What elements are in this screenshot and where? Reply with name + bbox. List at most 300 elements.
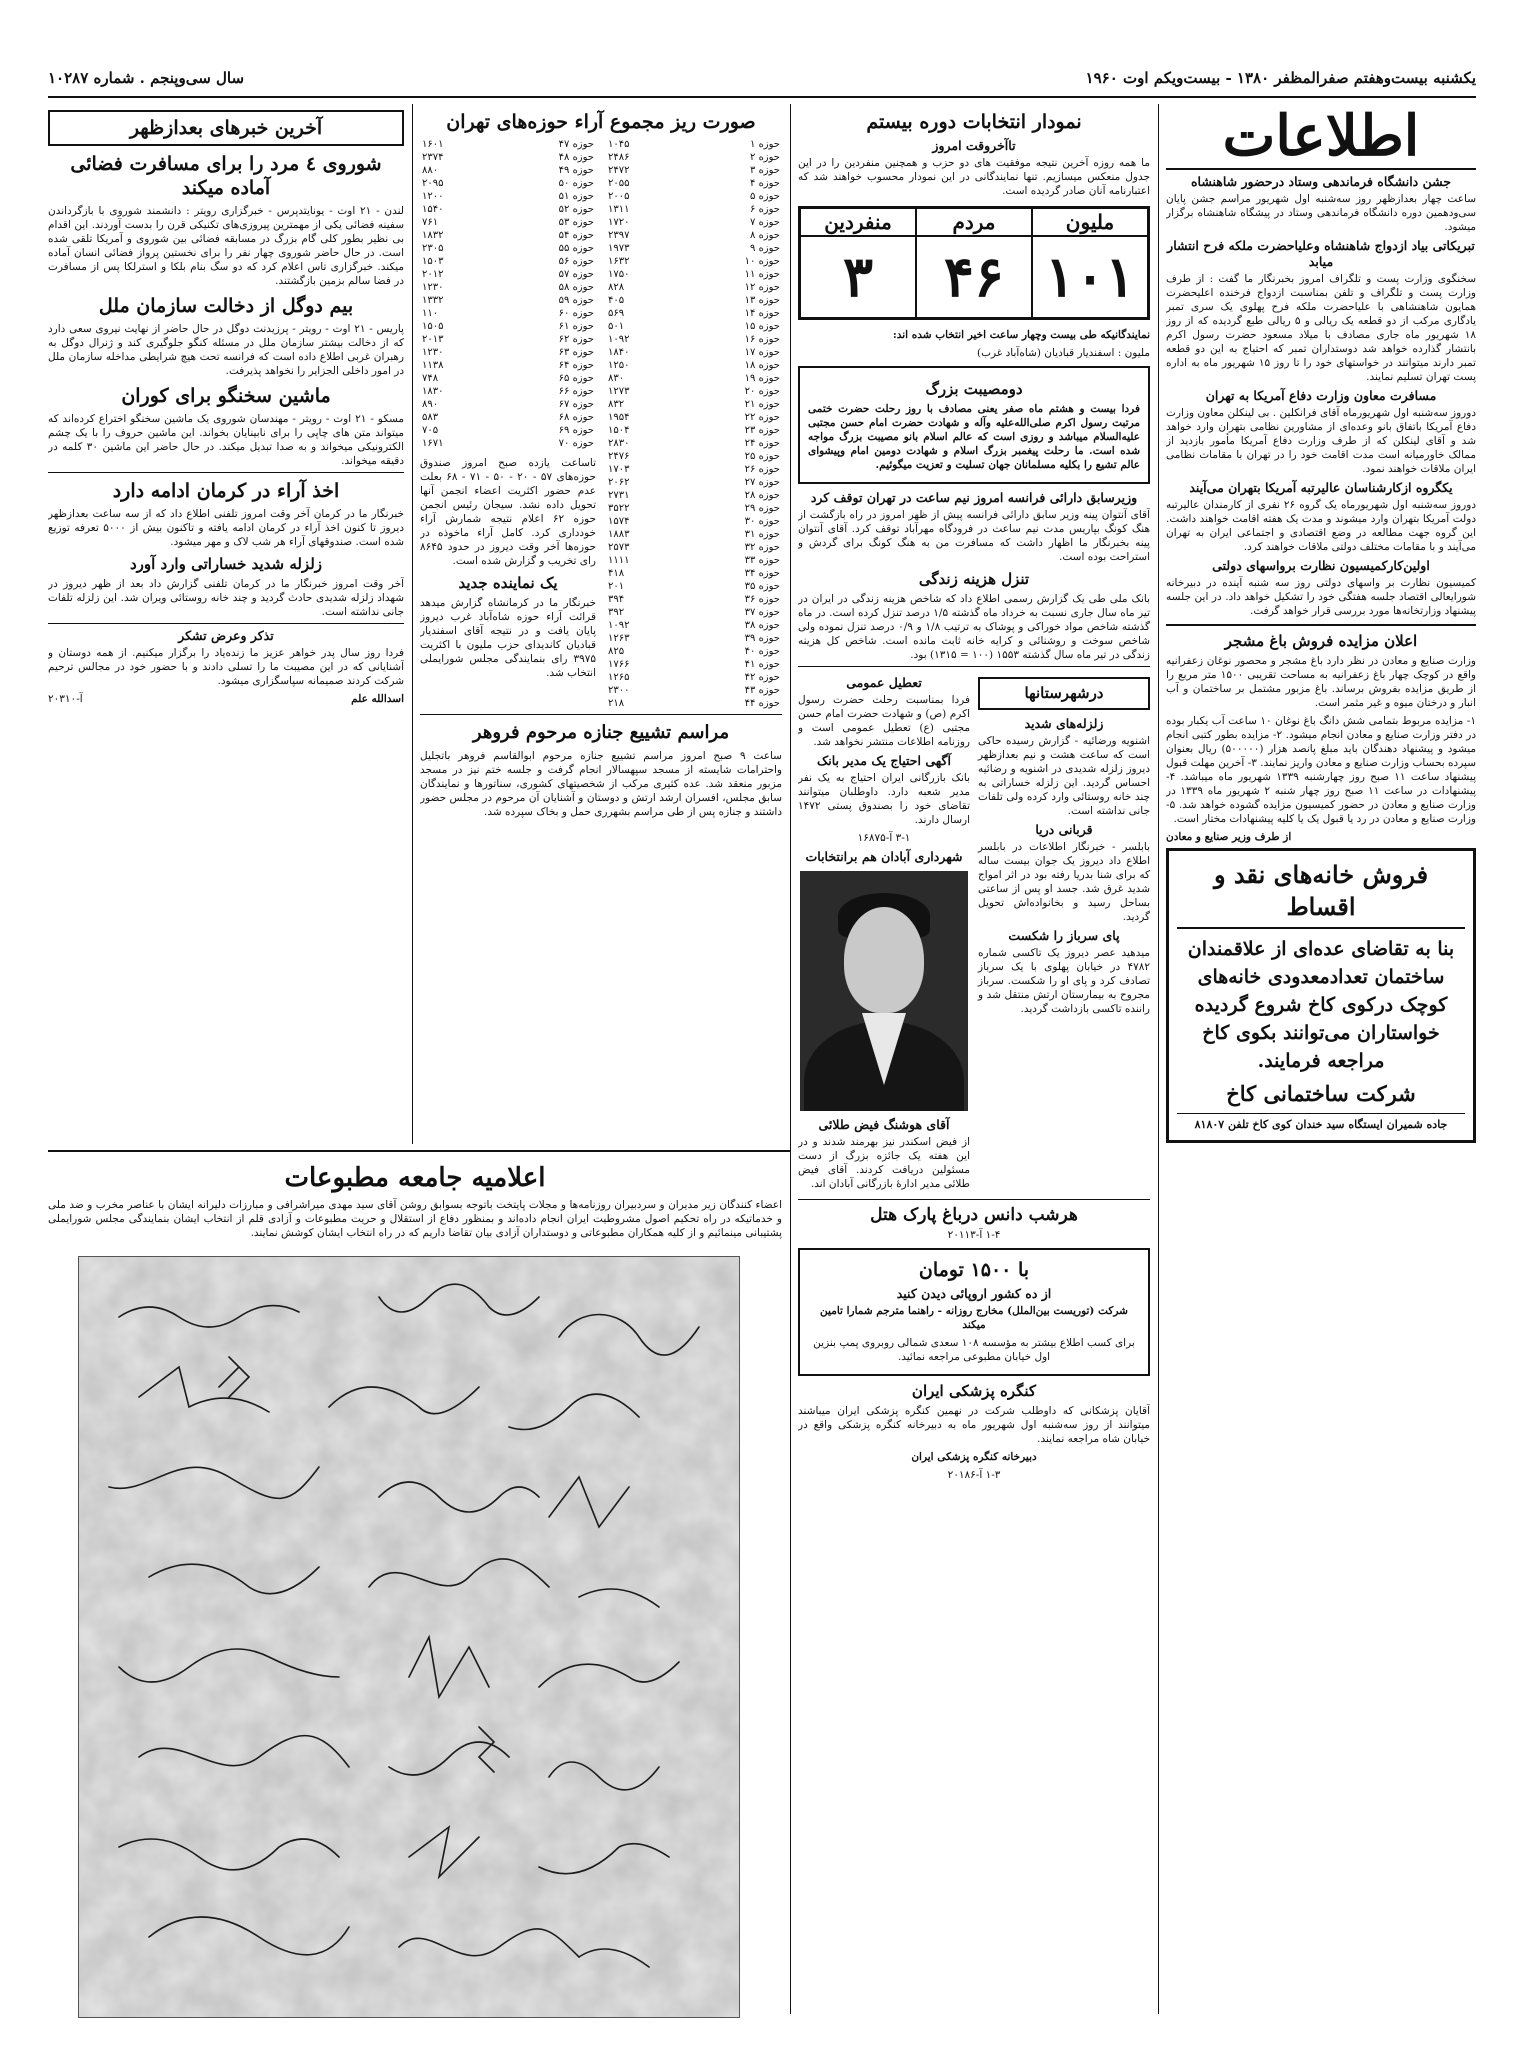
vote-count: ۷۴۸ [422, 373, 439, 384]
vote-row [606, 463, 782, 476]
vote-district: حوزه ۱۵ [744, 321, 780, 332]
vote-count: ۲۰۵۵ [608, 178, 630, 189]
elamie-section [48, 1156, 782, 1246]
vote-district: حوزه ۵۹ [558, 295, 594, 306]
vote-row [606, 632, 782, 645]
article-jashn: ساعت چهار بعدازظهر روز سه‌شنبه اول شهریور مراسم جشن پایان سی‌ودهمین دوره دانشگاه فرماندهی وستاد در پیشگاه شاهنشاه برگزار میشود. [1166, 193, 1476, 233]
vote-row [606, 242, 782, 255]
vote-district: حوزه ۳۵ [744, 581, 780, 592]
headline-tabrik: تبریکاتی بیاد ازدواج شاهنشاه وعلیاحضرت ملکه فرح انتشار میابد [1167, 238, 1475, 269]
header-issue: سال سی‌وپنجم . شماره ۱۰۲۸۷ [48, 69, 245, 87]
vote-row [606, 541, 782, 554]
vote-district: حوزه ۴ [750, 178, 780, 189]
vote-count: ۱۰۹۲ [608, 620, 630, 631]
vote-count: ۱۷۰۳ [608, 464, 630, 475]
headline-mozayede: اعلان مزایده فروش باغ مشجر [1224, 632, 1418, 650]
vote-count: ۵۰۱ [608, 321, 625, 332]
vote-count: ۲۰۰۵ [608, 191, 630, 202]
vote-district: حوزه ۱۱ [744, 269, 780, 280]
vote-count: ۵۸۳ [422, 412, 439, 423]
vote-count: ۱۳۳۲ [422, 295, 444, 306]
latest-news-title: آخرین خبرهای بعدازظهر [129, 117, 323, 139]
article-mosibat: فردا بیست و هشتم ماه صفر یعنی مصادف با روز رحلت حضرت ختمی مرتبت رسول اکرم صلی‌الله‌علیه وآله و شهادت حضرت امام حسن مجتبی علیه‌السلام میباشد و روزی است که عالم اسلام بانو مصیبت بزرگ مواجه شده است. ما رحلت پیغمبر بزرگ اسلام و شهادت دومین امام وپیشوای عالم تشیع را بکلیه مسلمانان جهان تسلیت و تعزیت میگوئیم. [808, 403, 1140, 471]
vote-district: حوزه ۳۱ [744, 529, 780, 540]
headline-ghorbani: قربانی دریا [1035, 822, 1093, 837]
headline-tanazzol: تنزل هزینه زندگی [918, 570, 1030, 588]
mozayede-signature: از طرف وزیر صنایع و معادن [1166, 831, 1292, 843]
headline-kommission: اولین‌کارکمیسیون نظارت برواسهای دولتی [1212, 558, 1430, 573]
shahrestanha-title: درشهرستانها [1024, 684, 1104, 702]
tour-company: شرکت (توریست بین‌الملل) مخارج روزانه - راهنما مترجم شمارا تامین میکند [820, 1305, 1128, 1331]
article-tatil: فردا بمناسبت رحلت حضرت رسول اکرم (ص) و شهادت حضرت امام حسن مجتبی (ع) تعطیل عمومی است و روزنامه اطلاعات منتشر نخواهد شد. [798, 694, 970, 748]
result-value: ۱۰۱ [1044, 244, 1136, 310]
vote-district: حوزه ۷ [750, 217, 780, 228]
headline-nemayande: یک نماینده جدید [458, 574, 558, 592]
result-label: ملیون [1033, 209, 1147, 237]
vote-row [606, 307, 782, 320]
column-right [1166, 104, 1476, 2014]
vote-count: ۱۷۶۶ [608, 659, 630, 670]
article-mozayede: وزارت صنایع و معادن در نظر دارد باغ مشجر و محصور نوغان زعفرانیه واقع در کوچک چهار باغ زعفرانیه به مساحت تقریبی ۱۵۰۰ متر مربع را از طریق مزایده بفروش برساند. باغ مزبور مشتمل بر ساختمان و آب انبار و درختان میوه و غیر مثمر است. [1166, 655, 1476, 709]
vote-count: ۲۳۹۷ [608, 230, 630, 241]
vote-count: ۱۱۳۸ [422, 360, 444, 371]
vote-row [606, 333, 782, 346]
article-akhz: خبرنگار ما در کرمان آخر وقت امروز تلفنی اطلاع داد که از سه ساعت بعدازظهر دیروز تا کنون اخذ آراء در کرمان ادامه یافته و تاکنون بیش از ۵۰۰۰ تعرفه توزیع شده است. صندوقهای آراء هر شب لاک و مهر میشود. [48, 508, 404, 548]
vote-district: حوزه ۱۴ [744, 308, 780, 319]
vote-row [606, 346, 782, 359]
vote-district: حوزه ۴۷ [558, 139, 594, 150]
vote-row [420, 216, 596, 229]
headline-karshenasan: یکگروه ازکارشناسان عالیرتبه آمریکا بتهران می‌آیند [1189, 480, 1453, 495]
vote-row [606, 580, 782, 593]
mosibat-box [798, 366, 1150, 484]
news-subcolumn-right [978, 671, 1150, 1195]
photo-text: از فیض اسکندر نیز بهرمند شدند و در این هفته یک جائزه بزرگ از دست مسئولین دریافت کردند. آقای فیض طلائی مدیر ادارهٔ بازرگانی آبادان اند. [798, 1136, 970, 1190]
vote-row [606, 528, 782, 541]
vote-row [606, 411, 782, 424]
vote-count: ۱۵۴۰ [422, 204, 444, 215]
vote-row [420, 151, 596, 164]
column-divider [1158, 104, 1159, 2014]
vote-row [606, 450, 782, 463]
vote-row [606, 138, 782, 151]
vote-count: ۲۴۷۲ [608, 165, 630, 176]
headline-zelzele: زلزله شدید خساراتی وارد آورد [129, 555, 323, 573]
vote-row [606, 567, 782, 580]
ad-address: جاده شمیران ایستگاه سید خندان کوی کاخ تلفن ۸۱۸۰۷ [1177, 1113, 1465, 1132]
vote-count: ۱۱۱۱ [608, 555, 630, 566]
headline-dans: هرشب دانس درباغ پارک هتل [870, 1205, 1078, 1225]
election-results-table [798, 206, 1150, 320]
vote-district: حوزه ۶ [750, 204, 780, 215]
tour-ad [798, 1248, 1150, 1376]
vote-count: ۱۱۰ [422, 308, 439, 319]
tour-price: با ۱۵۰۰ تومان [918, 1259, 1030, 1281]
election-new-reps-list: ملیون : اسفندیار قبادیان (شاه‌آباد غرب) [977, 347, 1150, 359]
vote-district: حوزه ۵۴ [558, 230, 594, 241]
section-rule [798, 666, 1150, 667]
tazakor-code: آ-۲۰۳۱۰ [48, 693, 83, 705]
vote-count: ۱۵۷۴ [608, 516, 630, 527]
article-vazir: آقای آنتوان پینه وزیر سابق دارائی فرانسه پیش از ظهر امروز در راه بازگشت از هنگ کونگ بپاریس مدت نیم ساعت در فرودگاه مهرآباد توقف کرد. آقای آنتوان پینه بخبرنگار ما اظهار داشت که مسافرت من به هنگ کونگ برای گردش و استراحت بوده است. [798, 509, 1150, 563]
vote-row [606, 385, 782, 398]
vote-count: ۷۰۵ [422, 425, 439, 436]
vote-count: ۳۹۴ [608, 594, 625, 605]
vote-row [606, 476, 782, 489]
headline-akhz: اخذ آراء در کرمان ادامه دارد [112, 480, 340, 502]
vote-row [606, 190, 782, 203]
vote-count: ۲۴۸۶ [608, 152, 630, 163]
vote-count: ۲۴۷۶ [608, 451, 630, 462]
vote-district: حوزه ۱ [750, 139, 780, 150]
vote-district: حوزه ۲۹ [744, 503, 780, 514]
vote-district: حوزه ۱۲ [744, 282, 780, 293]
vote-count: ۲۰۱۲ [422, 269, 444, 280]
vote-district: حوزه ۴۸ [558, 152, 594, 163]
vote-count: ۱۲۳۰ [422, 347, 444, 358]
headline-agahi: آگهی احتیاج یک مدیر بانک [817, 753, 951, 768]
vote-count: ۱۶۷۱ [422, 438, 444, 449]
vote-district: حوزه ۲۲ [744, 412, 780, 423]
vote-row [420, 307, 596, 320]
vote-row [606, 437, 782, 450]
vote-district: حوزه ۳ [750, 165, 780, 176]
vote-district: حوزه ۶۲ [558, 334, 594, 345]
newspaper-page [48, 60, 1476, 2020]
vote-row [420, 320, 596, 333]
vote-row [420, 164, 596, 177]
vote-district: حوزه ۴۳ [744, 685, 780, 696]
vote-count: ۴۰۵ [608, 295, 625, 306]
article-sarbaz: میدهید عصر دیروز یک تاکسی شماره ۴۷۸۲ در خیابان پهلوی با یک سرباز تصادف کرد و پای او را شکست. سرباز مجروح به بیمارستان ارتش منتقل شد و راننده تاکسی بازداشت گردید. [978, 947, 1150, 1015]
headline-tashyi: مراسم تشییع جنازه مرحوم فروهر [472, 722, 730, 743]
vote-row [420, 385, 596, 398]
headline-mashin: ماشین سخنگو برای کوران [121, 385, 331, 407]
vote-district: حوزه ۶۳ [558, 347, 594, 358]
vote-district: حوزه ۸ [750, 230, 780, 241]
dans-code: ۱-۴ آ-۲۰۱۱۳ [947, 1229, 1001, 1241]
date-header [48, 60, 1476, 98]
vote-district: حوزه ۴۰ [744, 646, 780, 657]
vote-row [420, 138, 596, 151]
vote-count: ۲۰۶۲ [608, 477, 630, 488]
agahi-code: ۳-۱ آ-۱۶۸۷۵ [857, 832, 911, 844]
vote-count: ۸۸۰ [422, 165, 439, 176]
headline-election-chart: نمودار انتخابات دوره بیستم [866, 111, 1082, 133]
votes-note: تاساعت یازده صبح امروز صندوق حوزه‌های ۵۷ - ۲۰ - ۵۰ - ۷۱ - ۶۸ بعلت عدم حضور اکثریت اعضاء انجمن آنها تحویل داده نشد. سیجان رئیس انجمن حوزه ۶۲ اعلام نتیجه شمارش آراء خودداری کرد. کامل آراء ماخوذه در حوزه‌ها آخر وقت دیروز در حدود ۸۶۴۵ رای تخریب و گزارش شده است. [420, 457, 597, 567]
vote-count: ۸۹۰ [422, 399, 439, 410]
vote-row [606, 268, 782, 281]
section-rule [798, 1199, 1150, 1200]
vote-count: ۲۵۷۳ [608, 542, 630, 553]
article-zelzele-shahr: اشنویه ورضائیه - گزارش رسیده حاکی است که ساعت هشت و نیم بعدازظهر دیروز زلزله شدیدی در اشنویه و رضائیه احساس گردید. این زلزله خساراتی به چند خانه روستائی وارد کرده ولی تلفات جانی نداشته است. [978, 735, 1150, 817]
vote-row [420, 437, 596, 450]
headline-tazakor: تذکر وعرض تشکر [178, 628, 274, 643]
vote-district: حوزه ۶۴ [558, 360, 594, 371]
headline-shoravi: شوروی ٤ مرد را برای مسافرت فضائی آماده میکند [70, 153, 382, 199]
vote-count: ۱۲۵۰ [608, 360, 630, 371]
vote-district: حوزه ۲ [750, 152, 780, 163]
vote-row [606, 320, 782, 333]
article-karshenasan: دوروز سه‌شنبه اول شهریورماه یک گروه ۲۶ نفری از کارمندان عالیرتبه دولت آمریکا بتهران وارد میشوند و مدت یک هفته اقامت خواهند داشت. این گروه جهت مطالعه در وضع اقتصادی و اجتماعی ایران به تهران می‌آیند و با مقامات مختلف دولتی ملاقات خواهند کرد. [1166, 499, 1476, 553]
vote-district: حوزه ۳۰ [744, 516, 780, 527]
vote-row [606, 489, 782, 502]
vote-count: ۲۳۷۴ [422, 152, 444, 163]
vote-row [606, 619, 782, 632]
vote-count: ۱۶۰۱ [422, 139, 444, 150]
kongre-code: ۱-۳ آ-۲۰۱۸۶ [947, 1469, 1001, 1481]
election-intro: ما همه روزه آخرین نتیجه موفقیت های دو حزب و همچنین منفردین را در این جدول منعکس میسازیم. تنها نمایندگانی در این نمودار محسوب خواهند شد که اعتبارنامه آنان صادر گردیده است. [798, 157, 1150, 197]
vote-row [606, 398, 782, 411]
vote-district: حوزه ۵۶ [558, 256, 594, 267]
tour-body: از ده کشور اروپائی دیدن کنید [896, 1286, 1052, 1301]
vote-count: ۱۸۴۰ [608, 347, 630, 358]
ad-company: شرکت ساختمانی کاخ [1226, 1081, 1416, 1106]
vote-count: ۸۲۵ [608, 646, 625, 657]
vote-row [420, 229, 596, 242]
vote-count: ۱۹۵۴ [608, 412, 630, 423]
vote-district: حوزه ۵۰ [558, 178, 594, 189]
vote-district: حوزه ۱۷ [744, 347, 780, 358]
headline-jashn: جشن دانشگاه فرماندهی وستاد درحضور شاهنشاه [1191, 174, 1451, 189]
vote-district: حوزه ۶۹ [558, 425, 594, 436]
vote-district: حوزه ۳۹ [744, 633, 780, 644]
vote-district: حوزه ۲۶ [744, 464, 780, 475]
vote-district: حوزه ۱۸ [744, 360, 780, 371]
headline-kongre: کنگره پزشکی ایران [911, 1382, 1037, 1400]
article-agahi: بانک بازرگانی ایران احتیاج به یک نفر مدیر شعبه دارد. داوطلبان میتوانند تقاضای خود را بصندوق پستی ۱۴۷۲ ارسال دارند. [798, 772, 970, 826]
vote-row [606, 177, 782, 190]
vote-count: ۱۷۵۰ [608, 269, 630, 280]
vote-count: ۳۵۲۲ [608, 503, 630, 514]
vote-count: ۸۲۸ [608, 282, 625, 293]
vote-row [606, 645, 782, 658]
vote-count: ۵۶۹ [608, 308, 625, 319]
vote-count: ۱۸۸۳ [608, 529, 630, 540]
section-rule [48, 1150, 790, 1152]
vote-district: حوزه ۵۲ [558, 204, 594, 215]
article-shoravi: لندن - ۲۱ اوت - یونایتدپرس - خبرگزاری رویتر : دانشمند شوروی با بازگرداندن سفینه فضائی یکی از مهمترین پیروزی‌های تکنیکی قرن را بدست آوردند. این اقدام بی نظیر بطور کلی گام بزرگ در مسابقه فضائی بین شوروی و آمریکا تلقی شده است. در حال حاضر شوروی چهار نفر را برای نخستین پرواز فضائی انسان آماده میکند. خبرگزاری تاس اعلام کرد که دو سگ بنام بلکا و استرلکا پس از مسافرت در فضا سالم بزمین بازگشتند. [48, 205, 404, 287]
section-rule [420, 714, 782, 715]
vote-row [606, 294, 782, 307]
vote-count: ۳۹۲ [608, 607, 625, 618]
vote-district: حوزه ۲۳ [744, 425, 780, 436]
headline-vote-details: صورت ریز مجموع آراء حوزه‌های تهران [446, 111, 756, 133]
vote-count: ۱۲۰۰ [422, 191, 444, 202]
vote-row [420, 359, 596, 372]
vote-district: حوزه ۱۹ [744, 373, 780, 384]
vote-row [606, 671, 782, 684]
vote-row [606, 164, 782, 177]
ad-body: بنا به تقاضای عده‌ای از علاقمندان ساختمان تعدادمعدودی خانه‌های کوچک درکوی کاخ شروع گردیده خواستاران می‌توانند بکوی کاخ مراجعه فرمایند. [1187, 938, 1455, 1072]
vote-row [606, 151, 782, 164]
vote-district: حوزه ۲۷ [744, 477, 780, 488]
column-divider [790, 104, 791, 2014]
news-subcolumn-left [798, 671, 970, 1195]
headline-zelzele-shahr: زلزله‌های شدید [1024, 716, 1104, 731]
vote-row [420, 346, 596, 359]
section-rule [48, 472, 404, 473]
result-melliyun [1031, 209, 1147, 317]
shahrestanha-banner [978, 677, 1150, 710]
vote-district: حوزه ۳۴ [744, 568, 780, 579]
vote-district: حوزه ۶۰ [558, 308, 594, 319]
column-election [798, 104, 1150, 2014]
votes-table-right [606, 138, 782, 710]
vote-row [606, 372, 782, 385]
vote-district: حوزه ۵۷ [558, 269, 594, 280]
vote-district: حوزه ۶۸ [558, 412, 594, 423]
vote-row [606, 255, 782, 268]
vote-row [420, 424, 596, 437]
vote-row [606, 515, 782, 528]
vote-district: حوزه ۶۱ [558, 321, 594, 332]
vote-district: حوزه ۶۶ [558, 386, 594, 397]
vote-count: ۱۵۰۳ [422, 256, 444, 267]
vote-count: ۱۲۷۳ [608, 386, 630, 397]
vote-district: حوزه ۹ [750, 243, 780, 254]
vote-row [420, 333, 596, 346]
vote-count: ۱۳۱۱ [608, 204, 630, 215]
vote-row [606, 697, 782, 710]
ad-title: فروش خانه‌های نقد و اقساط [1177, 859, 1465, 929]
headline-sarbaz: پای سرباز را شکست [1008, 928, 1120, 943]
vote-row [606, 359, 782, 372]
vote-count: ۴۱۸ [608, 568, 625, 579]
vote-count: ۲۳۰۵ [422, 243, 444, 254]
vote-district: حوزه ۳۲ [744, 542, 780, 553]
headline-vazir: وزیرسابق دارائی فرانسه امروز نیم ساعت در تهران توقف کرد [810, 490, 1138, 505]
vote-district: حوزه ۳۳ [744, 555, 780, 566]
vote-district: حوزه ۲۵ [744, 451, 780, 462]
latest-news-banner [48, 110, 404, 146]
photo-person-name: آقای هوشنگ فیض طلائی [818, 1117, 950, 1132]
result-monfaredin [801, 209, 915, 317]
vote-row [420, 398, 596, 411]
vote-district: حوزه ۱۰ [744, 256, 780, 267]
photo-caption: شهرداری آبادان هم برانتخابات [805, 849, 963, 864]
vote-district: حوزه ۴۴ [744, 698, 780, 709]
vote-district: حوزه ۵۵ [558, 243, 594, 254]
result-label: منفردین [801, 209, 915, 237]
vote-row [606, 424, 782, 437]
vote-district: حوزه ۳۸ [744, 620, 780, 631]
vote-count: ۸۳۰ [608, 373, 625, 384]
vote-count: ۱۰۴۵ [608, 139, 630, 150]
headline-mosibat: دومصیبت بزرگ [925, 380, 1023, 398]
vote-row [420, 268, 596, 281]
article-mashin: مسکو - ۲۱ اوت - رویتر - مهندسان شوروی یک ماشین سخنگو اختراع کرده‌اند که میتواند متن های چاپی را برای نابینایان بخواند. این ماشین حروف را با یک چشم الکترونیکی میخواند و به صدا تبدیل میکند. در حال حاضر این ماشین ۳۰ کلمه در دقیقه میخواند. [48, 413, 404, 467]
headline-elamie: اعلامیه جامعه مطبوعات [284, 1163, 546, 1193]
vote-district: حوزه ۴۹ [558, 165, 594, 176]
vote-count: ۲۳۰۰ [608, 685, 630, 696]
section-rule [48, 623, 404, 624]
vote-count: ۲۰۹۵ [422, 178, 444, 189]
vote-count: ۲۰۱۳ [422, 334, 444, 345]
vote-row [606, 229, 782, 242]
article-tabrik: سخنگوی وزارت پست و تلگراف امروز بخبرنگار ما گفت : از طرف وزارت پست و تلگراف و تلفن بمناسبت ازدواج فرخنده اعلیحضرت همایون شاهنشاهی با علیاحضرت ملکه فرح پهلوی یک سری تمبر یادگاری مرکب از دو قطعه یک ریالی و ۵ ریالی طبع گردیده که از روز ۱۸ شهریور ماه جاری مصادف با میلاد مسعود حضرت رسول اکرم بانتشار گذارده خواهد شد دوستداران تمبر که احتیاج به این دو قطعه تمبر دارند میتوانند در خواستهای خود را تا روز ۱۵ شهریور ماه به اداره پست تهران تسلیم نمایند. [1166, 273, 1476, 383]
vote-row [420, 177, 596, 190]
vote-row [606, 502, 782, 515]
article-bim: پاریس - ۲۱ اوت - رویتر - پرزیدنت دوگل در حال حاضر از نهایت نیروی سعی دارد که از دخالت بیشتر سازمان ملل در مسئله کنگو جلوگیری کند و ژنرال دوگل به رهبران غربی اطلاع داده است که فرانسه تحت هیچ شرایطی مداخله سازمان ملل در امور داخلی الجزایر را نخواهد پذیرفت. [48, 323, 404, 377]
vote-count: ۱۷۲۰ [608, 217, 630, 228]
headline-tatil: تعطیل عمومی [846, 675, 922, 690]
votes-table-left [420, 138, 596, 450]
vote-row [606, 593, 782, 606]
vote-row [606, 216, 782, 229]
vote-district: حوزه ۱۶ [744, 334, 780, 345]
vote-row [420, 411, 596, 424]
vote-row [606, 658, 782, 671]
vote-count: ۸۳۲ [608, 399, 625, 410]
vote-count: ۱۲۶۳ [608, 633, 630, 644]
vote-row [606, 606, 782, 619]
vote-district: حوزه ۲۸ [744, 490, 780, 501]
vote-count: ۲۸۳۰ [608, 438, 630, 449]
article-tazakor: فردا روز سال پدر خواهر عزیز ما زنده‌یاد را برگزار میکنیم. از همه دوستان و آشنایانی که در این مصیبت ما را تسلی دادند و با حضور خود در مجالس ترحیم شرکت کردند صمیمانه سپاسگزاری میشود. [48, 647, 404, 687]
article-elamie: اعضاء کنندگان زیر مدیران و سردبیران روزنامه‌ها و مجلات پایتخت باتوجه بسوابق روشن آقای سید مهدی میراشرافی و مبارزات دلیرانه ایشان با عناصر مخرب و ضد ملی و خدماتیکه در راه تحکیم اصول مشروطیت ایران انجام داده‌اند و بمنظور دفاع از استقلال و حریت مطبوعات و آزادی قلم از انتخاب ایشان بنمایندگی مجلس شورایملی پشتیبانی مینمائیم و از کلیه همکاران مطبوعاتی و دوستداران آزادی بیان تقاضا داریم که در راه انتخاب ایشان کوشش نمایند. [48, 1199, 782, 1239]
vote-count: ۱۲۳۰ [422, 282, 444, 293]
vote-row [420, 242, 596, 255]
headline-mosafarat: مسافرت معاون وزارت دفاع آمریکا به تهران [1205, 388, 1437, 403]
vote-district: حوزه ۷۰ [558, 438, 594, 449]
header-date: یکشنبه بیست‌وهفتم صفرالمظفر ۱۳۸۰ - بیست‌ویکم اوت ۱۹۶۰ [1085, 69, 1476, 87]
vote-row [606, 554, 782, 567]
article-mosafarat: دوروز سه‌شنبه اول شهریورماه آقای فرانکلین . بی لینکلن معاون وزارت دفاع آمریکا باتفاق بانو وعده‌ای از مشاورین نظامی بتهران وارد خواهد شد و آقای لینکلن که از طرف وزارت دفاع آمریکا مأمور بازدید از ممالک خاورمیانه است مدت اقامت خود را در تهران با مقامات نظامی ایران ملاقات خواهند نمود. [1166, 407, 1476, 475]
election-subtitle: تاآخروقت امروز [932, 138, 1016, 153]
article-zelzele: آخر وقت امروز خبرنگار ما در کرمان تلفنی گزارش داد بعد از ظهر دیروز در شهداد زلزله شدیدی حادث گردید و چند خانه روستائی ویران شد. این زلزله تلفات جانی نداشته است. [48, 578, 404, 618]
vote-row [606, 281, 782, 294]
vote-row [420, 294, 596, 307]
vote-count: ۱۵۰۵ [422, 321, 444, 332]
vote-district: حوزه ۵۱ [558, 191, 594, 202]
vote-count: ۷۶۱ [422, 217, 439, 228]
vote-district: حوزه ۲۱ [744, 399, 780, 410]
article-mozayede-terms: ۱- مزایده مربوط بتمامی شش دانگ باغ نوغان ۱۰ ساعت آب یکبار بوده در دفتر وزارت صنایع و معادن انجام میشود. ۲- مزایده بطور کتبی انجام میشود و پیشنهاد دهندگان باید مبلغ پانصد هزار (۵۰۰۰۰۰) ریال بعنوان سپرده بحساب وزارت صنایع و معادن واریز نمایند. ۳- آخرین مهلت قبول پیشنهاد ساعت ۱۱ صبح روز چهارشنبه ۱۳۳۹ شهریور ماه میباشد. ۴- پیشنهادات در ساعت ۱۱ صبح روز چهار شنبه ۲ شهریور ماه ۱۳۳۹ در وزارت صنایع و معادن در حضور کمیسیون مزایده گشوده خواهد شد. ۵- وزارت صنایع و معادن در رد یا قبول یک یا کلیه پیشنهادات مختار است. [1166, 715, 1476, 825]
result-label: مردم [917, 209, 1031, 237]
column-divider [412, 104, 413, 1144]
vote-count: ۱۸۳۲ [422, 230, 444, 241]
tour-note: برای کسب اطلاع بیشتر به مؤسسه ۱۰۸ سعدی شمالی روبروی پمپ بنزین اول خیابان مطبوعی مراجعه نمائید. [813, 1337, 1135, 1363]
election-new-reps: نمایندگانیکه طی بیست وچهار ساعت اخیر انتخاب شده اند: [892, 329, 1150, 341]
vote-district: حوزه ۲۴ [744, 438, 780, 449]
vote-count: ۱۰۹۲ [608, 334, 630, 345]
vote-district: حوزه ۴۱ [744, 659, 780, 670]
vote-count: ۲۷۳۱ [608, 490, 630, 501]
kongre-signature: دبیرخانه کنگره پزشکی ایران [911, 1451, 1037, 1463]
vote-count: ۲۱۸ [608, 698, 625, 709]
article-tashyi: ساعت ۹ صبح امروز مراسم تشییع جنازه مرحوم ابوالقاسم فروهر باتجلیل واحترامات شایسته از مسجد سپهسالار انجام گرفت و جلسه ختم نیز در مسجد مزبور منعقد شد. عده کثیری مرکب از شخصیتهای کشوری، سناتورها و نمایندگان سابق مجلس، افسران ارشد ارتش و دوستان و آشنایان آن مرحوم در مجلس حضور داشتند و جنازه پس از طی مراسم بشهرری حمل و بخاک سپرده شد. [420, 750, 782, 818]
vote-district: حوزه ۳۶ [744, 594, 780, 605]
vote-district: حوزه ۵ [750, 191, 780, 202]
vote-count: ۱۸۳۰ [422, 386, 444, 397]
vote-district: حوزه ۴۲ [744, 672, 780, 683]
portrait-photo [800, 871, 968, 1111]
article-nemayande: خبرنگار ما در کرمانشاه گزارش میدهد قرائت آراء حوزه شاه‌آباد غرب دیروز پایان یافت و در نتیجه آقای اسفندیار قبادیان کاندیدای حزب ملیون با اکثریت ۳۹۷۵ رای بنمایندگی مجلس شورایملی انتخاب شد. [420, 597, 596, 679]
kakh-housing-ad [1166, 848, 1476, 1143]
column-votes [420, 104, 782, 1154]
vote-district: حوزه ۵۸ [558, 282, 594, 293]
article-kongre: آقایان پزشکانی که داوطلب شرکت در نهمین کنگره پزشکی ایران میباشند میتوانند از روز سه‌شنبه اول شهریور ماه به دبیرخانه کنگره پزشکی واقع در خیابان شاه مراجعه نمایند. [798, 1405, 1150, 1445]
tazakor-signature: اسدالله علم [351, 693, 404, 705]
vote-count: ۱۲۶۵ [608, 672, 630, 683]
article-kommission: کمیسیون نظارت بر واسهای دولتی روز سه شنبه آینده در دبیرخانه شورایعالی اقتصاد جلسه هفتگی خود را تشکیل خواهد داد. در این جلسه پیشنهاد وزارتخانه‌ها مورد بررسی قرار خواهد گرفت. [1166, 577, 1476, 617]
vote-district: حوزه ۳۷ [744, 607, 780, 618]
signatures-drawing [79, 1257, 739, 2017]
result-value: ۳ [842, 244, 874, 310]
vote-row [420, 281, 596, 294]
vote-count: ۱۵۰۴ [608, 425, 630, 436]
